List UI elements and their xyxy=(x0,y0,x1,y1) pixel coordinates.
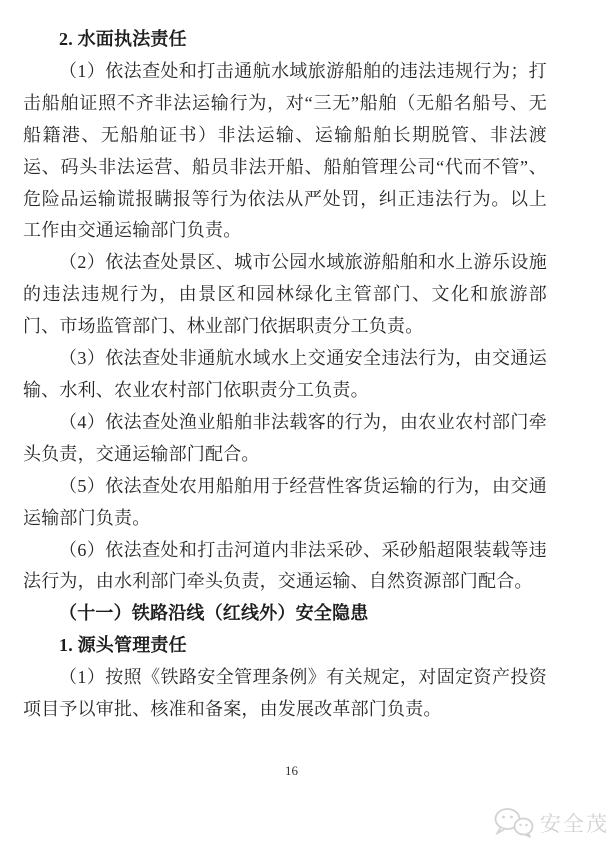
section-heading-water-enforcement: 2. 水面执法责任 xyxy=(59,29,187,49)
section-heading-railway: （十一）铁路沿线（红线外）安全隐患 xyxy=(59,603,369,624)
paragraph-3: （3）依法查处非通航水域水上交通安全违法行为，由交通运输、水利、农业农村部门依职责分工负责。 xyxy=(23,348,547,400)
watermark xyxy=(493,807,609,839)
page-number: 16 xyxy=(285,763,298,778)
wechat-icon xyxy=(493,807,535,839)
document-body xyxy=(23,24,547,726)
paragraph-4: （4）依法查处渔业船舶非法载客的行为，由农业农村部门牵头负责，交通运输部门配合。 xyxy=(23,411,547,464)
section-heading-source-management: 1. 源头管理责任 xyxy=(59,635,187,656)
paragraph-1: （1）依法查处和打击通航水域旅游船舶的违法违规行为；打击船舶证照不齐非法运输行为，对“三无”船舶（无船名船号、无船籍港、无船舶证书）非法运输、运输船舶长期脱管、非法渡运、码头非法运营、船员非法开船、船舶管理公司“代而不管”、危险品运输谎报瞒报等行为依法从严处罚，纠正违法行为。以上工作由交通运输部门负责。 xyxy=(23,60,547,241)
paragraph-2: （2）依法查处景区、城市公园水域旅游船舶和水上游乐设施的违法违规行为，由景区和园林绿化主管部门、文化和旅游部门、市场监管部门、林业部门依据职责分工负责。 xyxy=(23,252,547,337)
paragraph-5: （5）依法查处农用船舶用于经营性客货运输的行为，由交通运输部门负责。 xyxy=(23,475,547,528)
paragraph-6: （6）依法查处和打击河道内非法采砂、采砂船超限装载等违法行为，由水利部门牵头负责，交通运输、自然资源部门配合。 xyxy=(23,539,547,592)
paragraph-7: （1）按照《铁路安全管理条例》有关规定，对固定资产投资项目予以审批、核准和备案，由发展改革部门负责。 xyxy=(23,667,547,720)
watermark-label: 安全茂 xyxy=(540,813,609,836)
